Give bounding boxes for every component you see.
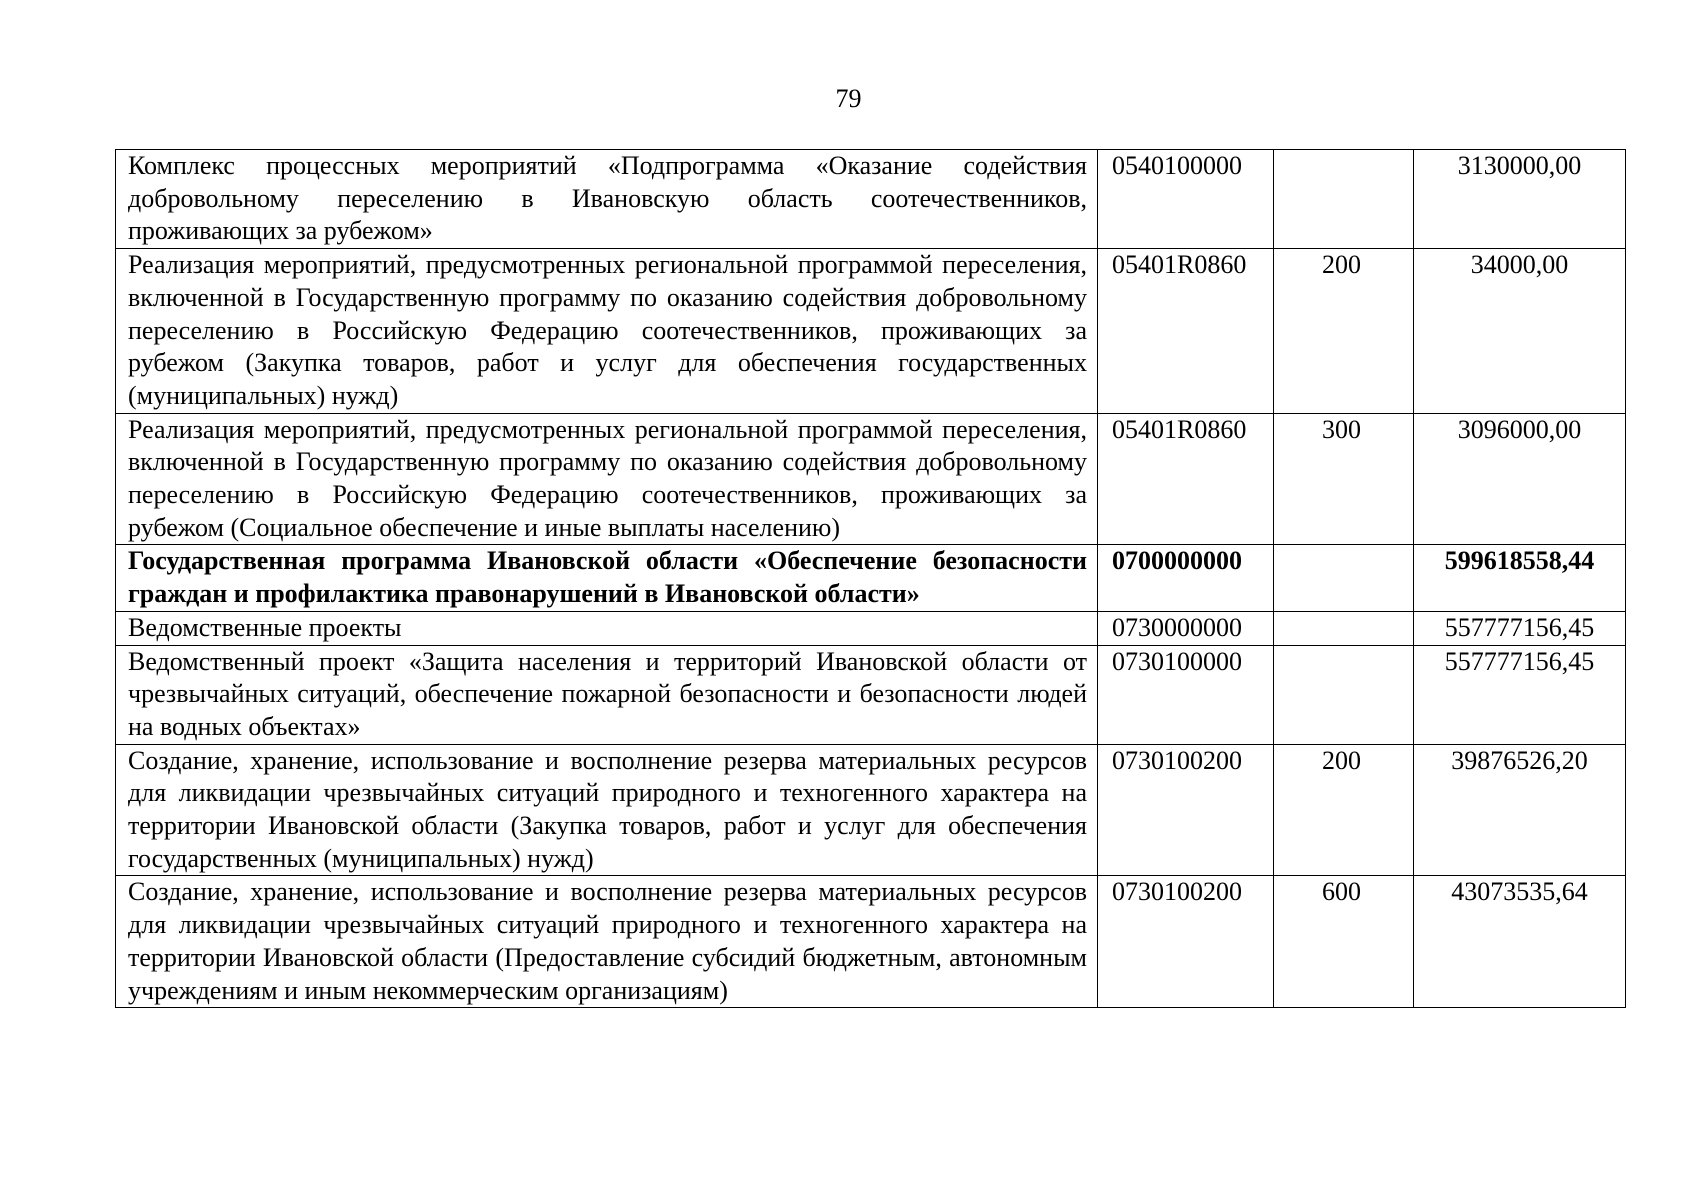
expense-type-cell: 300 xyxy=(1274,413,1414,545)
amount-cell: 43073535,64 xyxy=(1414,876,1626,1008)
target-article-cell: 0540100000 xyxy=(1098,150,1274,249)
target-article-cell: 0730100000 xyxy=(1098,645,1274,744)
table-row xyxy=(116,744,1626,876)
table-row xyxy=(116,249,1626,414)
budget-table xyxy=(115,149,1626,1008)
target-article-cell: 0730100200 xyxy=(1098,744,1274,876)
expense-type-cell: 600 xyxy=(1274,876,1414,1008)
expense-type-cell: 200 xyxy=(1274,744,1414,876)
expense-type-cell xyxy=(1274,150,1414,249)
amount-cell: 557777156,45 xyxy=(1414,611,1626,645)
expense-type-cell xyxy=(1274,611,1414,645)
table-row xyxy=(116,413,1626,545)
row-name-cell: Реализация мероприятий, предусмотренных региональной программой переселения, включенной в Государственную программу по оказанию содействия добровольному переселению в Российскую Федерацию соотечественников, проживающих за рубежом (Социальное обеспечение и иные выплаты населению) xyxy=(116,413,1098,545)
table-row xyxy=(116,150,1626,249)
table-row xyxy=(116,645,1626,744)
amount-cell: 3130000,00 xyxy=(1414,150,1626,249)
target-article-cell: 05401R0860 xyxy=(1098,413,1274,545)
row-name-cell: Ведомственные проекты xyxy=(116,611,1098,645)
target-article-cell: 0730100200 xyxy=(1098,876,1274,1008)
table-row xyxy=(116,611,1626,645)
row-name-cell: Комплекс процессных мероприятий «Подпрограмма «Оказание содействия добровольному переселению в Ивановскую область соотечественников, проживающих за рубежом» xyxy=(116,150,1098,249)
row-name-cell: Реализация мероприятий, предусмотренных региональной программой переселения, включенной в Государственную программу по оказанию содействия добровольному переселению в Российскую Федерацию соотечественников, проживающих за рубежом (Закупка товаров, работ и услуг для обеспечения государственных (муниципальных) нужд) xyxy=(116,249,1098,414)
target-article-cell: 0700000000 xyxy=(1098,545,1274,611)
row-name-cell: Создание, хранение, использование и восполнение резерва материальных ресурсов для ликвидации чрезвычайных ситуаций природного и техногенного характера на территории Ивановской области (Предоставление субсидий бюджетным, автономным учреждениям и иным некоммерческим организациям) xyxy=(116,876,1098,1008)
row-name-cell: Создание, хранение, использование и восполнение резерва материальных ресурсов для ликвидации чрезвычайных ситуаций природного и техногенного характера на территории Ивановской области (Закупка товаров, работ и услуг для обеспечения государственных (муниципальных) нужд) xyxy=(116,744,1098,876)
amount-cell: 34000,00 xyxy=(1414,249,1626,414)
target-article-cell: 0730000000 xyxy=(1098,611,1274,645)
target-article-cell: 05401R0860 xyxy=(1098,249,1274,414)
table-row-program xyxy=(116,545,1626,611)
amount-cell: 3096000,00 xyxy=(1414,413,1626,545)
page-number: 79 xyxy=(835,84,862,113)
amount-cell: 599618558,44 xyxy=(1414,545,1626,611)
amount-cell: 557777156,45 xyxy=(1414,645,1626,744)
expense-type-cell xyxy=(1274,545,1414,611)
table-row xyxy=(116,876,1626,1008)
row-name-cell: Ведомственный проект «Защита населения и территорий Ивановской области от чрезвычайных ситуаций, обеспечение пожарной безопасности и безопасности людей на водных объектах» xyxy=(116,645,1098,744)
amount-cell: 39876526,20 xyxy=(1414,744,1626,876)
expense-type-cell xyxy=(1274,645,1414,744)
row-name-cell: Государственная программа Ивановской области «Обеспечение безопасности граждан и профилактика правонарушений в Ивановской области» xyxy=(116,545,1098,611)
expense-type-cell: 200 xyxy=(1274,249,1414,414)
